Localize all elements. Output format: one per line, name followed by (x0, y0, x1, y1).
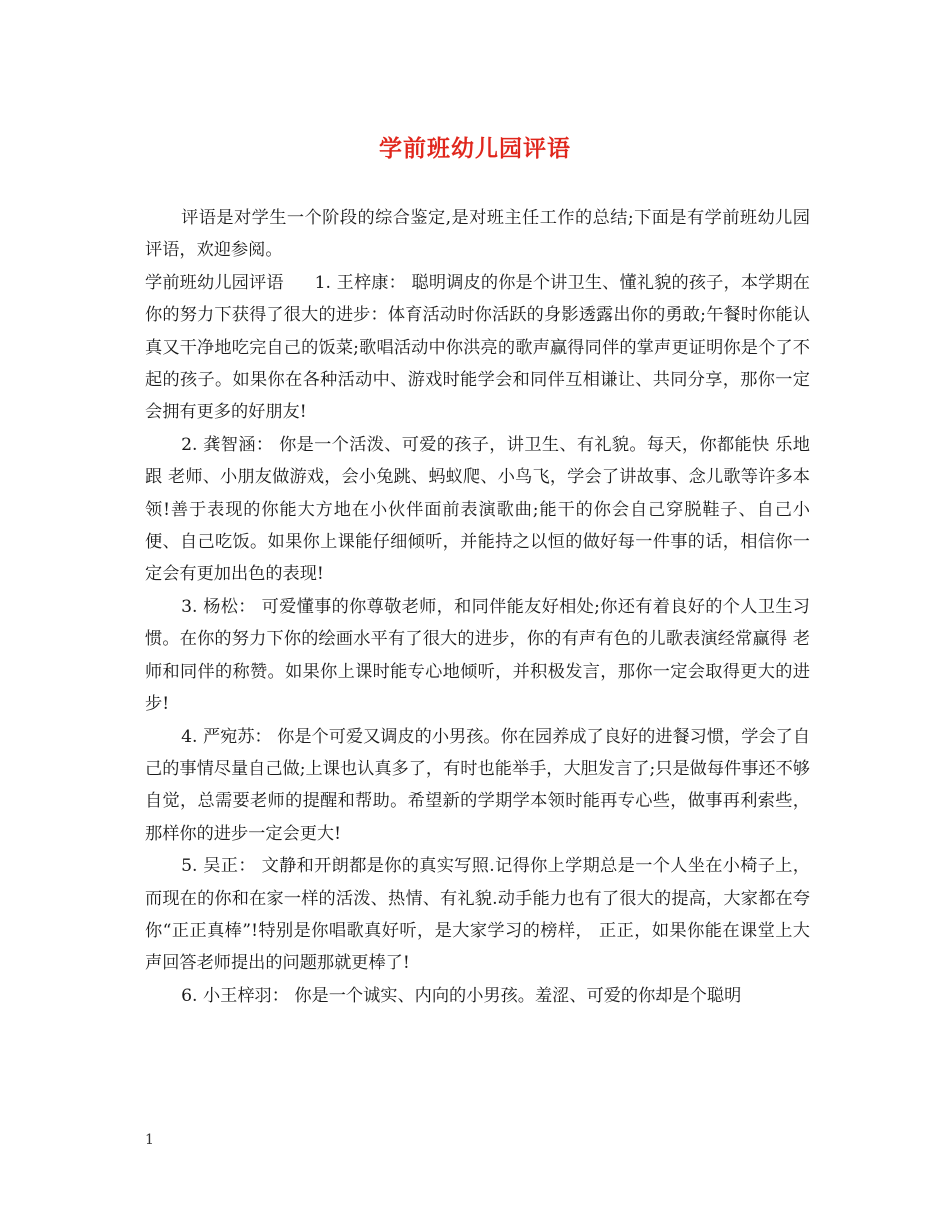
document-title: 学前班幼儿园评语 (379, 135, 571, 162)
section-heading: 学前班幼儿园评语 (145, 272, 284, 293)
paragraph-2: 2. 龚智涵： 你是一个活泼、可爱的孩子，讲卫生、有礼貌。每天，你都能快 乐地跟 老师、小朋友做游戏，会小兔跳、蚂蚁爬、小鸟飞，学会了讲故事、念儿歌等许多本领!善于表现的你能大方地在小伙伴面前表演歌曲;能干的你会自己穿脱鞋子、自己小便、自己吃饭。如果你上课能仔细倾听，并能持之以恒的做好每一件事的话，相信你一定会有更加出色的表现! (145, 434, 810, 585)
paragraph-5: 5. 吴正： 文静和开朗都是你的真实写照.记得你上学期总是一个人坐在小椅子上，而现在的你和在家一样的活泼、热情、有礼貌.动手能力也有了很大的提高，大家都在夸你“正正真棒”!特别是你唱歌真好听，是大家学习的榜样， 正正，如果你能在课堂上大声回答老师提出的问题那就更棒了! (145, 856, 810, 974)
paragraph-1 (145, 267, 810, 429)
document-body (145, 202, 810, 1012)
paragraph-6: 6. 小王梓羽： 你是一个诚实、内向的小男孩。羞涩、可爱的你却是个聪明 (181, 985, 742, 1006)
paragraph-3: 3. 杨松： 可爱懂事的你尊敬老师，和同伴能友好相处;你还有着良好的个人卫生习惯。在你的努力下你的绘画水平有了很大的进步，你的有声有色的儿歌表演经常赢得 老师和同伴的称赞。如果你上课时能专心地倾听，并积极发言，那你一定会取得更大的进步! (145, 596, 810, 715)
intro-paragraph: 评语是对学生一个阶段的综合鉴定,是对班主任工作的总结;下面是有学前班幼儿园评语，欢迎参阅。 (145, 208, 810, 261)
paragraph-1-text: 1. 王梓康： 聪明调皮的你是个讲卫生、懂礼貌的孩子，本学期在你的努力下获得了很大的进步：体育活动时你活跃的身影透露出你的勇敢;午餐时你能认真又干净地吃完自己的饭菜;歌唱活动中你洪亮的歌声赢得同伴的掌声更证明你是个了不起的孩子。如果你在各种活动中、游戏时能学会和同伴互相谦让、共同分享，那你一定会拥有更多的好朋友! (145, 272, 810, 423)
page-number: 1 (145, 1132, 154, 1148)
paragraph-4: 4. 严宛苏： 你是个可爱又调皮的小男孩。你在园养成了良好的进餐习惯，学会了自己的事情尽量自己做;上课也认真多了，有时也能举手，大胆发言了;只是做每件事还不够自觉，总需要老师的提醒和帮助。希望新的学期学本领时能再专心些，做事再利索些，那样你的进步一定会更大! (145, 726, 811, 844)
